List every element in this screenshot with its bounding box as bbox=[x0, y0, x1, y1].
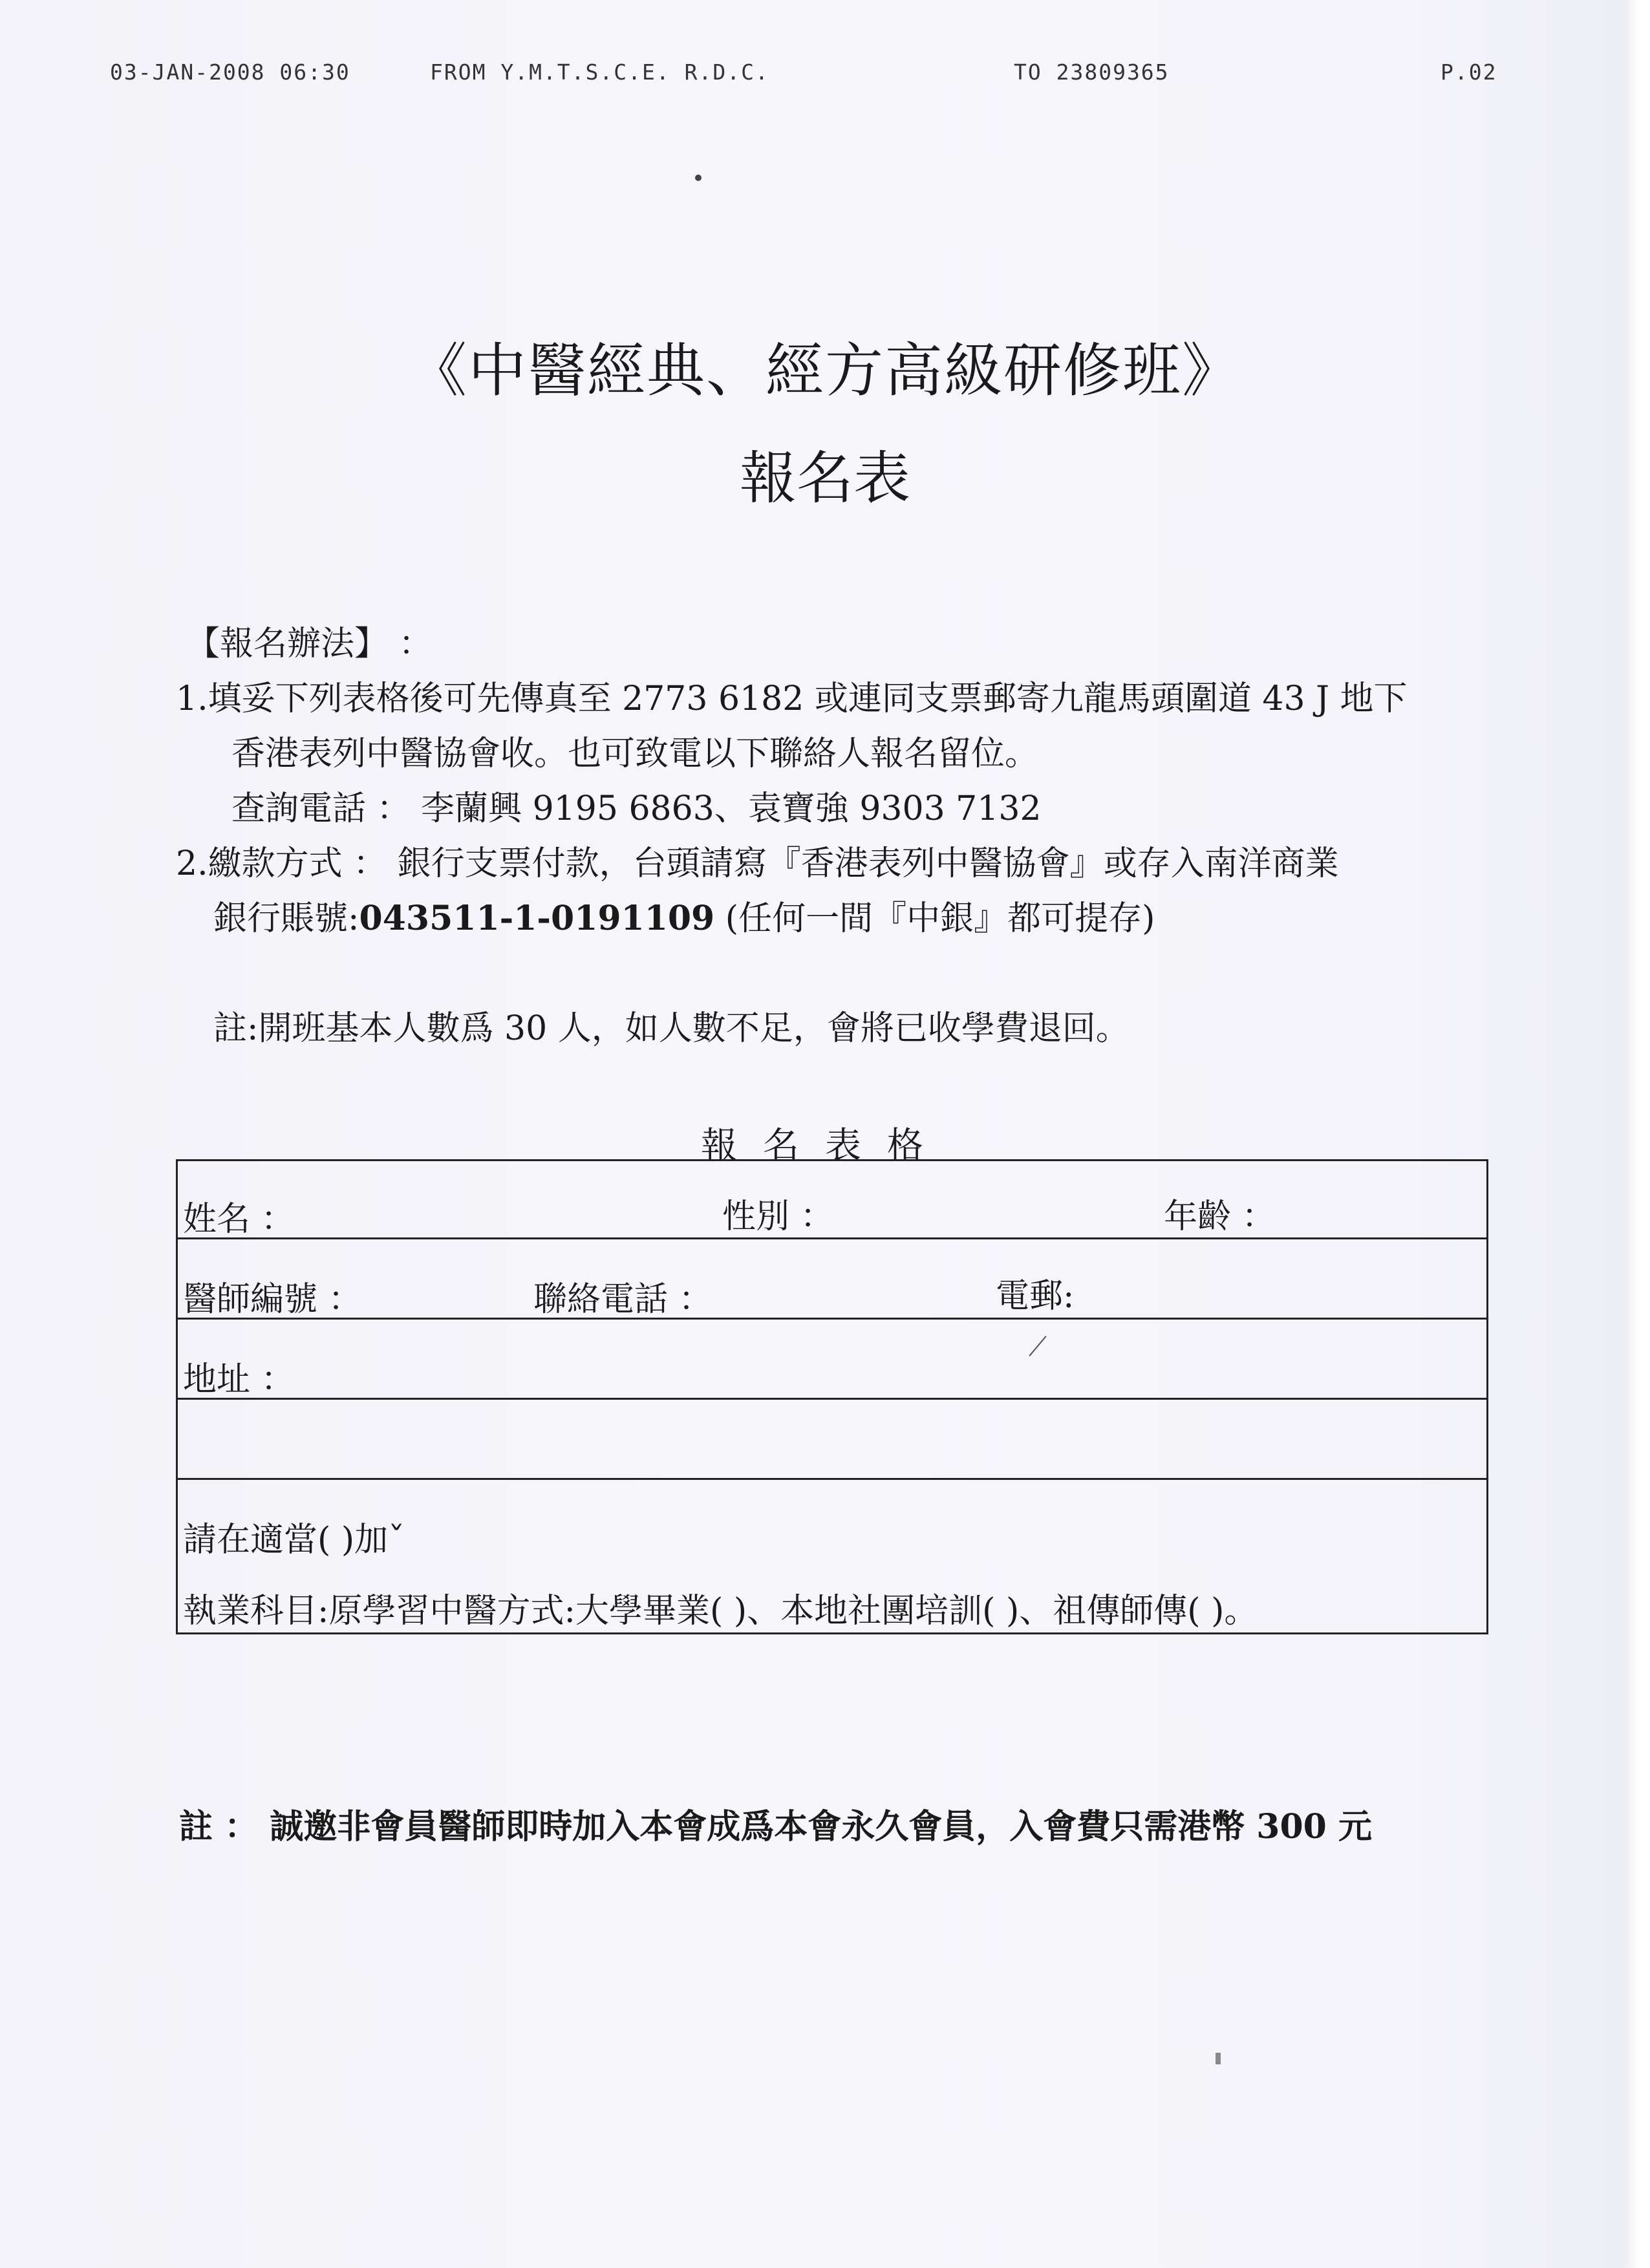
bank-account-note: (任何一間『中銀』都可提存) bbox=[714, 899, 1155, 938]
form-row-divider bbox=[178, 1237, 1486, 1239]
fax-datetime: 03-JAN-2008 06:30 bbox=[110, 59, 350, 85]
method-item1-line2: 香港表列中醫協會收。也可致電以下聯絡人報名留位。 bbox=[231, 734, 1039, 773]
document-title: 《中醫經典、經方高級研修班》 bbox=[409, 337, 1241, 405]
email-field-label: 電郵: bbox=[996, 1277, 1075, 1316]
form-row-divider bbox=[178, 1478, 1486, 1480]
form-caption: 報名表格 bbox=[701, 1125, 949, 1167]
form-row-divider bbox=[178, 1318, 1486, 1320]
document-subtitle: 報名表 bbox=[739, 445, 910, 511]
practice-checkboxes: 執業科目:原學習中醫方式:大學畢業( )、本地社團培訓( )、祖傳師傳( )。 bbox=[183, 1592, 1258, 1631]
instruction-text: 請在適當( )加ˇ bbox=[183, 1521, 405, 1559]
speck bbox=[695, 175, 702, 181]
phone-field-label: 聯絡電話 ： bbox=[533, 1280, 712, 1319]
speck bbox=[1216, 2053, 1221, 2064]
age-field-label: 年齡 ： bbox=[1164, 1197, 1276, 1236]
bank-account-label: 銀行賬號: bbox=[213, 899, 359, 938]
page-edge bbox=[1624, 0, 1650, 2268]
method-heading: 【報名辦法】 ： bbox=[186, 625, 433, 663]
note-minimum-enrollment: 註:開班基本人數爲 30 人，如人數不足，會將已收學費退回。 bbox=[213, 1009, 1130, 1048]
stray-mark bbox=[1029, 1336, 1046, 1356]
fax-header bbox=[0, 59, 1650, 92]
form-row-divider bbox=[178, 1398, 1486, 1400]
fax-page-number: P.02 bbox=[1441, 59, 1497, 85]
note-membership: 註 ： 誠邀非會員醫師即時加入本會成爲本會永久會員，入會費只需港幣 300 元 bbox=[179, 1807, 1372, 1846]
method-item1-line1: 1.填妥下列表格後可先傳真至 2773 6182 或連同支票郵寄九龍馬頭圍道 43 J 地下 bbox=[176, 679, 1408, 718]
contact-phones: 查詢電話 ： 李蘭興 9195 6863、袁寶強 9303 7132 bbox=[231, 789, 1042, 828]
fax-from: FROM Y.M.T.S.C.E. R.D.C. bbox=[430, 59, 769, 85]
gender-field-label: 性別 ： bbox=[722, 1197, 834, 1236]
name-field-label: 姓名 ： bbox=[183, 1200, 295, 1239]
method-item2-line2 bbox=[213, 899, 1155, 938]
doctor-number-field-label: 醫師編號 ： bbox=[183, 1280, 362, 1319]
fax-to: TO 23809365 bbox=[1014, 59, 1170, 85]
address-field-label: 地址 ： bbox=[183, 1360, 295, 1399]
registration-form bbox=[176, 1159, 1488, 1634]
method-item2-line1: 2.繳款方式 ： 銀行支票付款，台頭請寫『香港表列中醫協會』或存入南洋商業 bbox=[176, 844, 1339, 883]
bank-account-number: 043511-1-0191109 bbox=[359, 899, 715, 938]
